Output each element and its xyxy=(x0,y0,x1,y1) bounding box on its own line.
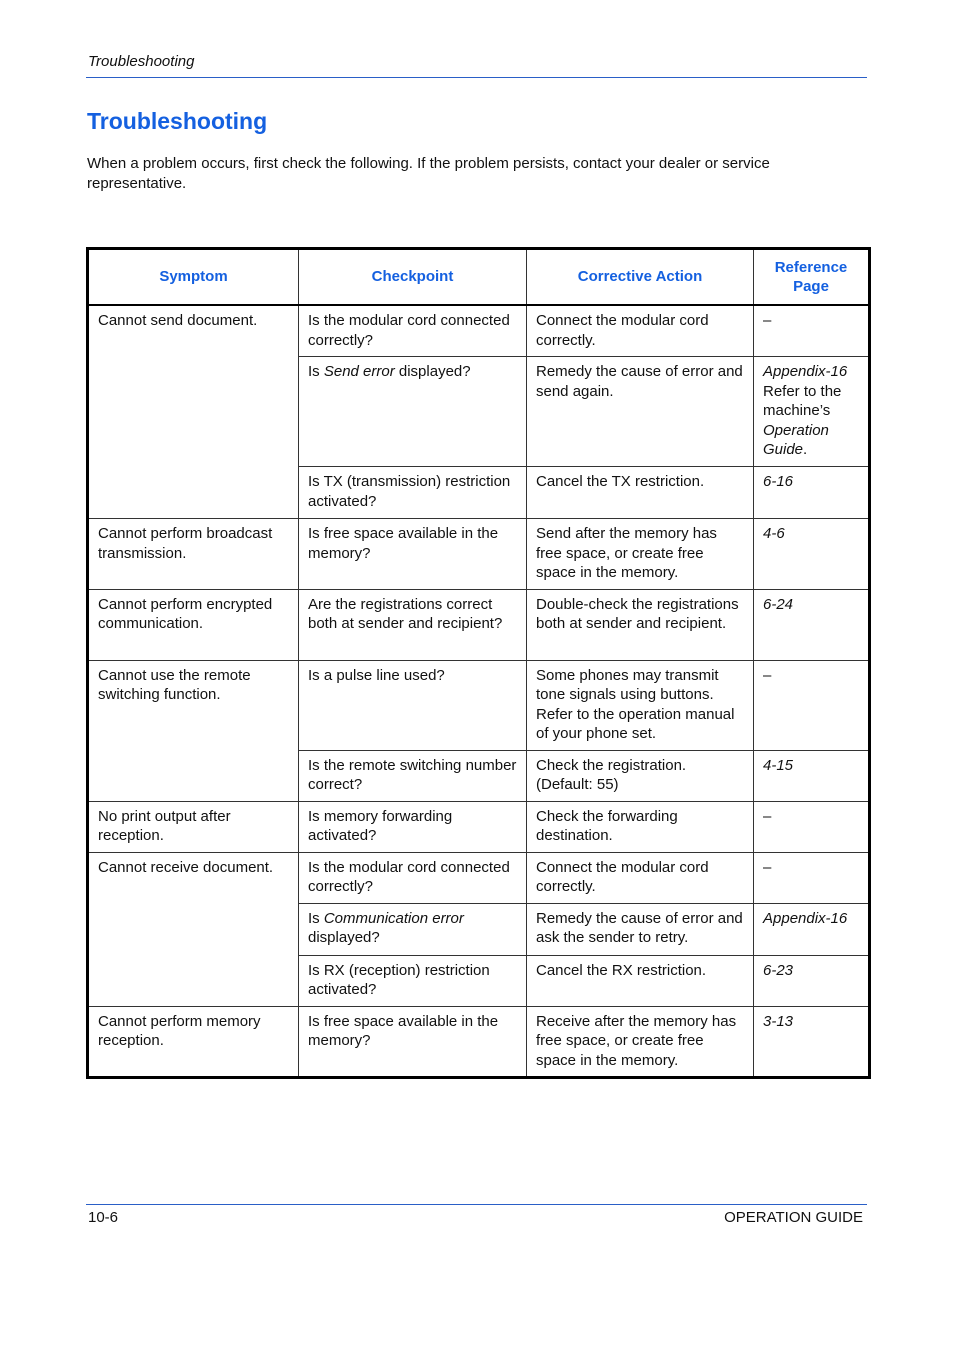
symptom-cell: Cannot use the remote switching function. xyxy=(88,660,299,801)
reference-cell: Appendix-16 xyxy=(754,903,870,955)
reference-link: Appendix-16 xyxy=(763,363,848,380)
reference-cell: 4-6 xyxy=(754,519,870,590)
table-row xyxy=(88,1006,870,1078)
action-cell: Send after the memory has free space, or create free space in the memory. xyxy=(527,519,754,590)
table-row xyxy=(88,589,870,660)
symptom-cell: Cannot receive document. xyxy=(88,852,299,1006)
table-row xyxy=(88,852,870,903)
action-cell: Check the forwarding destination. xyxy=(527,801,754,852)
page-title: Troubleshooting xyxy=(87,108,268,134)
reference-cell xyxy=(754,357,870,467)
action-cell: Check the registration. (Default: 55) xyxy=(527,750,754,801)
table-row xyxy=(88,660,870,750)
action-cell: Connect the modular cord correctly. xyxy=(527,852,754,903)
reference-cell: 6-24 xyxy=(754,589,870,660)
checkpoint-text: Is xyxy=(308,909,324,927)
symptom-cell: Cannot perform memory reception. xyxy=(88,1006,299,1078)
page-number: 10-6 xyxy=(88,1209,119,1226)
action-cell: Connect the modular cord correctly. xyxy=(527,305,754,357)
table-row xyxy=(88,519,870,590)
intro-paragraph: When a problem occurs, first check the following. If the problem persists, contact your dealer or service representative. xyxy=(87,155,770,192)
checkpoint-cell: Is free space available in the memory? xyxy=(299,519,527,590)
checkpoint-cell: Is a pulse line used? xyxy=(299,660,527,750)
table-row xyxy=(88,801,870,852)
error-message-name: Send error xyxy=(323,363,395,380)
header-rule xyxy=(86,77,867,78)
action-cell: Receive after the memory has free space, or create free space in the memory. xyxy=(527,1006,754,1078)
action-cell: Some phones may transmit tone signals using buttons. Refer to the operation manual of your phone set. xyxy=(527,660,754,750)
guide-name: OPERATION GUIDE xyxy=(724,1209,863,1226)
symptom-cell: Cannot send document. xyxy=(88,305,299,519)
checkpoint-cell: Are the registrations correct both at sender and recipient? xyxy=(299,589,527,660)
checkpoint-cell xyxy=(299,357,527,467)
reference-cell: – xyxy=(754,660,870,750)
checkpoint-cell: Is the modular cord connected correctly? xyxy=(299,852,527,903)
table-row xyxy=(88,305,870,357)
checkpoint-cell: Is memory forwarding activated? xyxy=(299,801,527,852)
reference-cell: – xyxy=(754,852,870,903)
header-reference-page: Reference Page xyxy=(754,249,870,306)
header-corrective-action: Corrective Action xyxy=(527,249,754,306)
action-cell: Cancel the TX restriction. xyxy=(527,467,754,519)
reference-cell: 4-15 xyxy=(754,750,870,801)
symptom-cell: Cannot perform broadcast transmission. xyxy=(88,519,299,590)
table-header-row xyxy=(88,249,870,306)
checkpoint-text: displayed? xyxy=(308,929,380,946)
error-message-name: Communication error xyxy=(323,909,464,927)
checkpoint-text: Is xyxy=(308,363,324,380)
symptom-cell: Cannot perform encrypted communication. xyxy=(88,589,299,660)
reference-cell: – xyxy=(754,305,870,357)
reference-cell: 3-13 xyxy=(754,1006,870,1078)
troubleshooting-table xyxy=(86,247,871,1079)
checkpoint-cell: Is the remote switching number correct? xyxy=(299,750,527,801)
checkpoint-cell: Is TX (transmission) restriction activated? xyxy=(299,467,527,519)
checkpoint-cell: Is RX (reception) restriction activated? xyxy=(299,955,527,1006)
reference-cell: – xyxy=(754,801,870,852)
reference-cell: 6-23 xyxy=(754,955,870,1006)
action-cell: Remedy the cause of error and send again. xyxy=(527,357,754,467)
reference-guide-name: Operation Guide xyxy=(763,421,829,458)
reference-text-end: . xyxy=(803,441,808,458)
checkpoint-cell xyxy=(299,903,527,955)
header-symptom: Symptom xyxy=(88,249,299,306)
action-cell: Double-check the registrations both at sender and recipient. xyxy=(527,589,754,660)
reference-cell: 6-16 xyxy=(754,467,870,519)
footer-rule xyxy=(86,1204,867,1205)
checkpoint-text: displayed? xyxy=(394,363,471,380)
header-checkpoint: Checkpoint xyxy=(299,249,527,306)
action-cell: Remedy the cause of error and ask the sender to retry. xyxy=(527,903,754,955)
checkpoint-cell: Is free space available in the memory? xyxy=(299,1006,527,1078)
running-header: Troubleshooting xyxy=(88,53,195,70)
action-cell: Cancel the RX restriction. xyxy=(527,955,754,1006)
checkpoint-cell: Is the modular cord connected correctly? xyxy=(299,305,527,357)
reference-text: Refer to the machine’s xyxy=(763,382,842,419)
symptom-cell: No print output after reception. xyxy=(88,801,299,852)
